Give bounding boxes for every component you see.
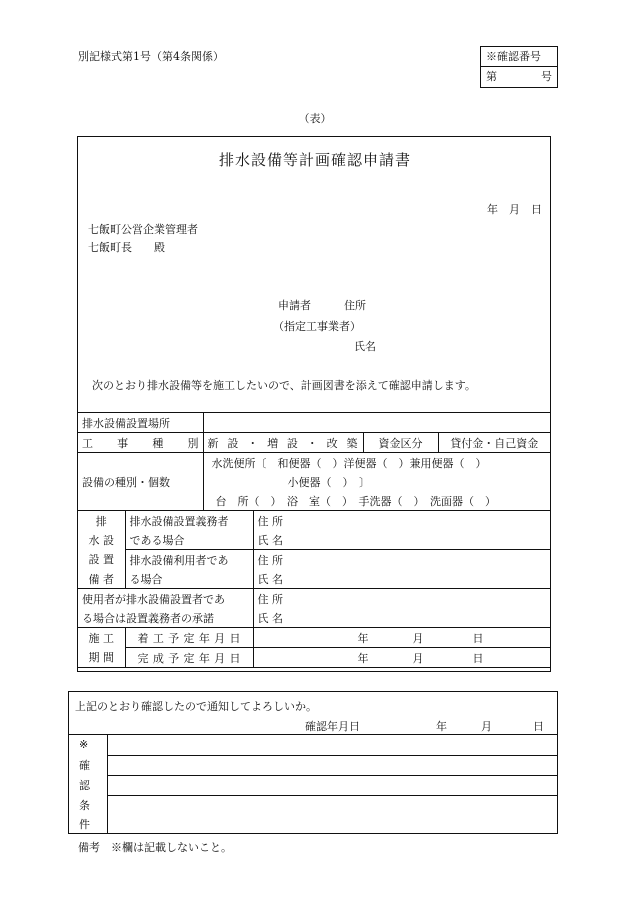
form-title: 排水設備等計画確認申請書 (218, 151, 411, 169)
user-label: 排水設備利用者であ (125, 550, 253, 570)
location-label: 排水設備設置場所 (78, 413, 203, 433)
confirmation-date-label: 確認年月日 (305, 720, 360, 733)
confirmation-number-field (481, 67, 557, 87)
form-number-label: 別記様式第1号（第4条関係） (78, 50, 224, 63)
funding-label: 資金区分 (363, 433, 438, 453)
address-label[interactable]: 住 所 (253, 550, 550, 570)
end-date-field[interactable] (253, 648, 550, 668)
table-row (78, 608, 550, 628)
period-label: 施 工 (78, 628, 125, 648)
application-statement: 次のとおり排水設備等を施工したいので、計画図書を添えて確認申請します。 (92, 379, 476, 392)
application-date: 年 月 日 (487, 203, 542, 216)
confirmation-date-row (305, 718, 544, 734)
installer-char: 水 設 (78, 530, 125, 550)
installer-char: 備 者 (78, 569, 125, 589)
mark-char: 確 (79, 759, 90, 772)
start-date-label: 着工予定年月日 (125, 628, 253, 648)
table-row (78, 628, 550, 648)
user-label: る場合 (125, 569, 253, 589)
month-label: 月 (481, 720, 492, 733)
application-details-table (78, 412, 550, 668)
notice-text: 上記のとおり確認したので通知してよろしいか。 (75, 700, 317, 713)
table-row (78, 530, 550, 550)
end-date-label: 完成予定年月日 (125, 648, 253, 668)
year-label: 年 (357, 651, 369, 665)
period-label: 期 間 (78, 648, 125, 668)
table-row (78, 589, 550, 609)
table-row (78, 511, 550, 531)
installer-char: 設 置 (78, 550, 125, 570)
name-label[interactable]: 氏 名 (253, 608, 550, 628)
conditions-line (107, 775, 557, 776)
confirmation-number-label: ※確認番号 (481, 47, 557, 67)
address-label[interactable]: 住 所 (253, 589, 550, 609)
applicant-contractor-label: （指定工事業者） (273, 320, 361, 333)
name-label[interactable]: 氏 名 (253, 530, 550, 550)
addressee-manager: 七飯町公営企業管理者 (88, 223, 198, 236)
address-label[interactable]: 住 所 (253, 511, 550, 531)
mark-char: 件 (79, 818, 90, 831)
equipment-line-toilet[interactable]: 水洗便所〔 和便器（ ）洋便器（ ）兼用便器（ ） (203, 453, 550, 473)
start-date-field[interactable] (253, 628, 550, 648)
number-suffix: 号 (541, 70, 552, 83)
applicant-name-label: 氏名 (354, 340, 376, 353)
number-prefix: 第 (486, 70, 497, 83)
year-label: 年 (436, 720, 447, 733)
confirmation-number-box (480, 46, 558, 88)
work-type-options[interactable]: 新設・増設・改築 (203, 433, 363, 453)
year-label: 年 (357, 631, 369, 645)
consent-label: 使用者が排水設備設置者であ (78, 589, 253, 609)
table-row (78, 569, 550, 589)
day-label: 日 (533, 720, 544, 733)
conditions-line (107, 755, 557, 756)
side-label: （表） (298, 112, 332, 125)
table-row (78, 453, 550, 473)
table-row (78, 433, 550, 453)
work-type-label: 工事種別 (78, 433, 203, 453)
table-row (78, 550, 550, 570)
conditions-line (107, 795, 557, 796)
consent-label: る場合は設置義務者の承諾 (78, 608, 253, 628)
equipment-line-other[interactable]: 台 所（ ） 浴 室（ ） 手洗器（ ） 洗面器（ ） (203, 491, 550, 511)
mark-char: ※ (79, 738, 89, 751)
remark-note: 備考 ※欄は記載しないこと。 (78, 841, 232, 854)
conditions-label-column (69, 735, 108, 834)
month-label: 月 (412, 651, 424, 665)
addressee-mayor: 七飯町長 殿 (88, 241, 165, 254)
application-form (77, 136, 551, 672)
installer-char: 排 (78, 511, 125, 531)
funding-options[interactable]: 貸付金・自己資金 (438, 433, 550, 453)
table-row (78, 648, 550, 668)
mark-char: 認 (79, 779, 90, 792)
table-row (78, 413, 550, 433)
conditions-area (69, 734, 557, 834)
equipment-label: 設備の種別・個数 (78, 453, 203, 511)
location-value[interactable] (203, 413, 550, 433)
equipment-line-urinal[interactable]: 小便器（ ） 〕 (287, 475, 370, 489)
duty-holder-label: 排水設備設置義務者 (125, 511, 253, 531)
day-label: 日 (472, 631, 484, 645)
month-label: 月 (412, 631, 424, 645)
confirmation-section (68, 691, 558, 834)
name-label[interactable]: 氏 名 (253, 569, 550, 589)
mark-char: 条 (79, 799, 90, 812)
day-label: 日 (472, 651, 484, 665)
duty-holder-label: である場合 (125, 530, 253, 550)
applicant-address-label: 申請者 住所 (278, 299, 366, 312)
